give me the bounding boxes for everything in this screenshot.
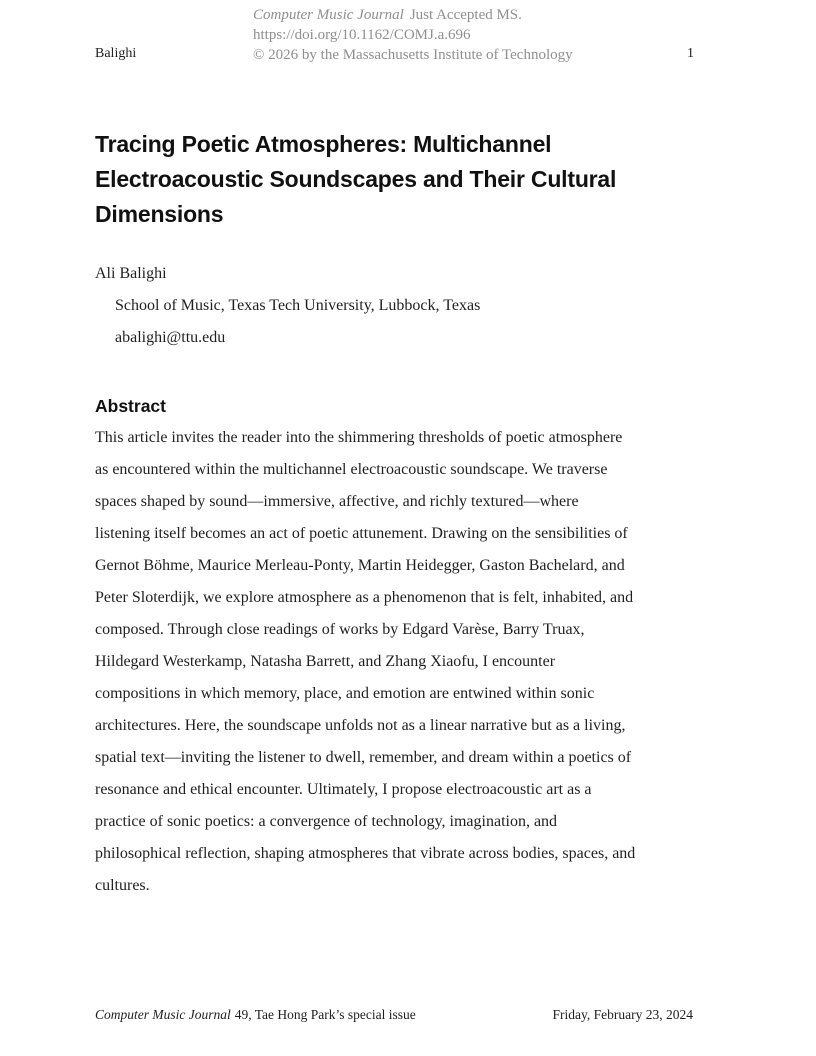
abstract-line: listening itself becomes an act of poetic attunement. Drawing on the sensibilities of <box>95 525 628 542</box>
article-title: Tracing Poetic Atmospheres: Multichannel Electroacoustic Soundscapes and Their Cultural Dimensions <box>95 131 617 227</box>
running-header <box>253 5 573 65</box>
abstract-line: spaces shaped by sound—immersive, affective, and richly textured—where <box>95 493 579 510</box>
article-content <box>95 127 707 902</box>
abstract-heading: Abstract <box>95 396 166 416</box>
running-author: Balighi <box>95 46 137 61</box>
page-number: 1 <box>687 46 694 61</box>
copyright-notice: © 2026 by the Massachusetts Institute of Technology <box>253 47 573 63</box>
abstract-line: Gernot Böhme, Maurice Merleau-Ponty, Martin Heidegger, Gaston Bachelard, and <box>95 557 625 574</box>
abstract-line: This article invites the reader into the shimmering thresholds of poetic atmosphere <box>95 429 623 446</box>
abstract-line: composed. Through close readings of works by Edgard Varèse, Barry Truax, <box>95 621 585 638</box>
footer-issue-line <box>95 1006 416 1024</box>
abstract-line: compositions in which memory, place, and emotion are entwined within sonic <box>95 685 595 702</box>
abstract-line: cultures. <box>95 877 150 894</box>
abstract-line: Hildegard Westerkamp, Natasha Barrett, and Zhang Xiaofu, I encounter <box>95 653 556 670</box>
journal-name: Computer Music Journal <box>253 7 404 23</box>
abstract-line: as encountered within the multichannel electroacoustic soundscape. We traverse <box>95 461 608 478</box>
author-email[interactable]: abalighi@ttu.edu <box>115 329 226 346</box>
footer-date: Friday, February 23, 2024 <box>552 1007 693 1022</box>
abstract-body <box>95 422 707 902</box>
page-footer <box>95 1006 693 1024</box>
accepted-status: Just Accepted MS. <box>409 7 522 23</box>
journal-accepted-line <box>253 5 573 25</box>
abstract-line: philosophical reflection, shaping atmospheres that vibrate across bodies, spaces, and <box>95 845 636 862</box>
abstract-line: spatial text—inviting the listener to dwell, remember, and dream within a poetics of <box>95 749 632 766</box>
footer-journal-name: Computer Music Journal <box>95 1007 231 1022</box>
abstract-line: practice of sonic poetics: a convergence of technology, imagination, and <box>95 813 558 830</box>
author-affiliation: School of Music, Texas Tech University, Lubbock, Texas <box>115 297 481 314</box>
abstract-line: Peter Sloterdijk, we explore atmosphere as a phenomenon that is felt, inhabited, and <box>95 589 634 606</box>
author-name: Ali Balighi <box>95 265 167 282</box>
abstract-line: resonance and ethical encounter. Ultimately, I propose electroacoustic art as a <box>95 781 592 798</box>
doi-link[interactable]: https://doi.org/10.1162/COMJ.a.696 <box>253 27 471 43</box>
footer-issue-info: 49, Tae Hong Park’s special issue <box>234 1007 416 1022</box>
abstract-line: architectures. Here, the soundscape unfolds not as a linear narrative but as a living, <box>95 717 626 734</box>
